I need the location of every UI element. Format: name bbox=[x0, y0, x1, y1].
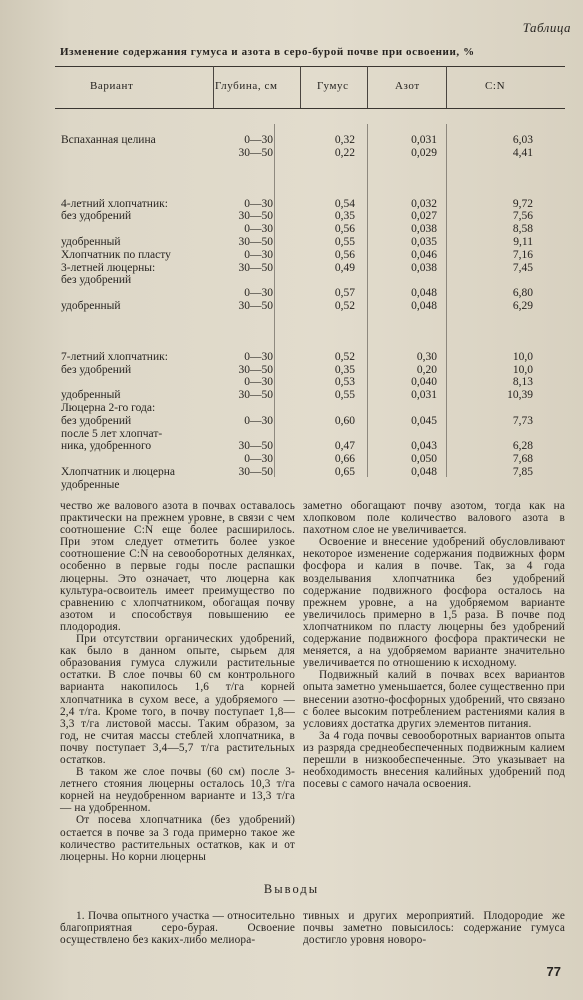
cell-cn: 4,41 bbox=[512, 146, 533, 159]
cell-depth: 0—30 bbox=[244, 248, 273, 261]
paragraph: От посева хлопчатника (без удобрений) остается в почве за 3 года примерно такое же количество растительных остатков, как и от люцерны. Но корни люцерны bbox=[60, 814, 295, 863]
cell-cn: 7,68 bbox=[512, 453, 533, 466]
row-label: удобренный bbox=[61, 236, 121, 248]
table-header-rule bbox=[55, 108, 565, 109]
cell-humus: 0,52 bbox=[334, 350, 355, 363]
cell-humus: 0,32 bbox=[334, 134, 355, 146]
cell-nitrogen: 0,027 bbox=[411, 210, 437, 223]
cell-cn: 8,13 bbox=[512, 376, 533, 389]
cell-nitrogen: 0,048 bbox=[411, 287, 437, 300]
row-label: без удобрений bbox=[61, 274, 132, 287]
paragraph: В таком же слое почвы (60 см) после 3-летнего стояния люцерны осталось 10,3 т/га корней на неудобренном варианте и 13,3 т/га — на удобренном. bbox=[60, 766, 295, 815]
cell-cn: 8,58 bbox=[512, 223, 533, 236]
cell-nitrogen: 0,038 bbox=[411, 223, 437, 236]
row-label: без удобрений bbox=[61, 363, 132, 376]
header-cn: C:N bbox=[485, 80, 506, 92]
cell-cn: 10,0 bbox=[512, 363, 533, 376]
cell-humus: 0,55 bbox=[334, 236, 355, 248]
cell-humus: 0,65 bbox=[334, 466, 355, 478]
cell-cn: 7,73 bbox=[512, 414, 533, 427]
header-depth: Глубина, см bbox=[215, 80, 278, 92]
cell-cn: 7,85 bbox=[512, 466, 533, 478]
column-separator bbox=[274, 124, 275, 477]
row-label: удобренные bbox=[61, 478, 120, 491]
cell-cn: 6,80 bbox=[512, 287, 533, 300]
cell-humus: 0,49 bbox=[334, 261, 355, 274]
paragraph: Подвижный калий в почвах всех вариантов опыта заметно уменьшается, более существенно при внесении азотно-фосфорных удобрений, что связано с более высоким потреблением растениями калия в условиях достатка других элементов питания. bbox=[303, 669, 565, 730]
row-label: Люцерна 2-го года: bbox=[61, 402, 156, 414]
cell-nitrogen: 0,043 bbox=[411, 440, 437, 453]
cell-depth: 30—50 bbox=[238, 363, 273, 376]
cell-humus: 0,66 bbox=[334, 453, 355, 466]
row-label: ника, удобренного bbox=[61, 440, 152, 453]
header-divider bbox=[367, 66, 368, 108]
header-variant: Вариант bbox=[90, 80, 134, 92]
conclusion-paragraph: тивных и других мероприятий. Плодородие же почвы заметно повысилось: содержание гумуса достигло уровня новоро- bbox=[303, 910, 565, 947]
cell-humus: 0,22 bbox=[334, 146, 355, 159]
cell-nitrogen: 0,029 bbox=[411, 146, 437, 159]
cell-nitrogen: 0,038 bbox=[411, 261, 437, 274]
column-separator bbox=[446, 124, 447, 477]
cell-humus: 0,53 bbox=[334, 376, 355, 389]
cell-nitrogen: 0,035 bbox=[411, 236, 437, 248]
cell-humus: 0,54 bbox=[334, 197, 355, 210]
table-label: Таблица bbox=[522, 20, 571, 35]
paragraph: заметно обогащают почву азотом, тогда как на хлопковом поле количество валового азота в пахотном слое не увеличивается. bbox=[303, 500, 565, 537]
cell-humus: 0,52 bbox=[334, 300, 355, 312]
cell-cn: 10,39 bbox=[507, 389, 533, 402]
cell-depth: 0—30 bbox=[244, 453, 273, 466]
cell-cn: 7,45 bbox=[512, 261, 533, 274]
cell-nitrogen: 0,045 bbox=[411, 414, 437, 427]
cell-depth: 30—50 bbox=[238, 236, 273, 248]
header-humus: Гумус bbox=[317, 80, 349, 92]
cell-depth: 0—30 bbox=[244, 414, 273, 427]
cell-cn: 10,0 bbox=[512, 350, 533, 363]
cell-nitrogen: 0,30 bbox=[416, 350, 437, 363]
row-label: без удобрений bbox=[61, 414, 132, 427]
cell-depth: 30—50 bbox=[238, 261, 273, 274]
cell-nitrogen: 0,048 bbox=[411, 466, 437, 478]
cell-depth: 0—30 bbox=[244, 197, 273, 210]
cell-humus: 0,55 bbox=[334, 389, 355, 402]
cell-depth: 30—50 bbox=[238, 389, 273, 402]
right-text-column bbox=[303, 500, 565, 790]
cell-depth: 30—50 bbox=[238, 466, 273, 478]
paragraph: При отсутствии органических удобрений, как было в данном опыте, сырьем для образования гумуса служили растительные остатки. В слое почвы 60 см контрольного варианта накопилось 1,6 т/га корней хлопчатника в сухом весе, а удобряемого — 2,4 т/га. Кроме того, в почву поступает 1,8—3,3 т/га листовой массы. Таким образом, за год, не считая массы стеблей хлопчатника, в почву поступает 3,4—5,7 т/га растительных остатков. bbox=[60, 633, 295, 766]
paragraph: За 4 года почвы севооборотных вариантов опыта из разряда среднеобеспеченных подвижным калием перешли в низкообеспеченные. Это указывает на необходимость внесения калийных удобрений под посевы с самого начала освоения. bbox=[303, 729, 565, 791]
cell-humus: 0,35 bbox=[334, 210, 355, 223]
row-label: Хлопчатник и люцерна bbox=[61, 466, 175, 478]
cell-cn: 7,16 bbox=[512, 248, 533, 261]
cell-humus: 0,35 bbox=[334, 363, 355, 376]
cell-depth: 30—50 bbox=[238, 440, 273, 453]
header-nitrogen: Азот bbox=[395, 80, 420, 92]
column-separator bbox=[367, 124, 368, 477]
cell-nitrogen: 0,20 bbox=[416, 363, 437, 376]
table-top-rule bbox=[55, 66, 565, 67]
cell-depth: 30—50 bbox=[238, 210, 273, 223]
row-label: удобренный bbox=[61, 389, 121, 402]
cell-humus: 0,57 bbox=[334, 287, 355, 300]
cell-depth: 30—50 bbox=[238, 146, 273, 159]
cell-nitrogen: 0,048 bbox=[411, 300, 437, 312]
cell-nitrogen: 0,031 bbox=[411, 134, 437, 146]
cell-humus: 0,56 bbox=[334, 223, 355, 236]
paragraph: чество же валового азота в почвах оставалось практически на прежнем уровне, в связи с чем соотношение C:N еще более расширилось. При этом следует отметить более узкое соотношение C:N на севооборотных делянках, особенно в первые годы после распашки люцерны. Это означает, что люцерна как культура-освоитель имеет преимущество по сравнению с хлопчатником, обогащая почву азотом и способствуя повышению ее плодородия. bbox=[60, 500, 295, 633]
cell-depth: 0—30 bbox=[244, 287, 273, 300]
paragraph: Освоение и внесение удобрений обусловливают некоторое изменение содержания подвижных форм фосфора и калия в почве. Так, за 4 года возделывания хлопчатника без удобрений содержание подвижного фосфора осталось на прежнем уровне, а на удобряемом варианте увеличилось примерно в 1,5 раза. В почве под хлопчатником по пласту люцерны без удобрений содержание подвижного фосфора практически не меняется, а на удобряемом варианте значительно увеличивается по отношению к исходному. bbox=[303, 536, 565, 670]
cell-depth: 0—30 bbox=[244, 376, 273, 389]
row-label: 3-летней люцерны: bbox=[61, 261, 156, 274]
cell-cn: 9,11 bbox=[513, 236, 533, 248]
header-divider bbox=[213, 66, 214, 108]
cell-nitrogen: 0,046 bbox=[411, 248, 437, 261]
cell-depth: 0—30 bbox=[244, 350, 273, 363]
page-number: 77 bbox=[546, 964, 561, 979]
conclusions-right bbox=[303, 910, 565, 946]
section-title: Выводы bbox=[263, 882, 320, 896]
header-divider bbox=[300, 66, 301, 108]
cell-humus: 0,60 bbox=[334, 414, 355, 427]
row-label: 4-летний хлопчатник: bbox=[61, 197, 168, 210]
row-label: удобренный bbox=[61, 300, 121, 312]
cell-cn: 7,56 bbox=[512, 210, 533, 223]
cell-humus: 0,47 bbox=[334, 440, 355, 453]
conclusion-paragraph: 1. Почва опытного участка — относительно благоприятная серо-бурая. Освоение осуществлено без каких-либо мелиора- bbox=[60, 910, 295, 947]
left-text-column bbox=[60, 500, 295, 863]
row-label: 7-летний хлопчатник: bbox=[61, 350, 168, 363]
cell-nitrogen: 0,050 bbox=[411, 453, 437, 466]
cell-cn: 9,72 bbox=[512, 197, 533, 210]
header-divider bbox=[446, 66, 447, 108]
cell-depth: 30—50 bbox=[238, 300, 273, 312]
conclusions-left bbox=[60, 910, 295, 946]
row-label: Вспаханная целина bbox=[61, 134, 156, 146]
table-title: Изменение содержания гумуса и азота в серо-бурой почве при освоении, % bbox=[60, 46, 475, 58]
row-label: после 5 лет хлопчат- bbox=[61, 427, 163, 440]
cell-cn: 6,03 bbox=[512, 134, 533, 146]
cell-depth: 0—30 bbox=[244, 223, 273, 236]
cell-nitrogen: 0,031 bbox=[411, 389, 437, 402]
cell-humus: 0,56 bbox=[334, 248, 355, 261]
cell-nitrogen: 0,032 bbox=[411, 197, 437, 210]
cell-depth: 0—30 bbox=[244, 134, 273, 146]
cell-nitrogen: 0,040 bbox=[411, 376, 437, 389]
row-label: Хлопчатник по пласту bbox=[61, 248, 171, 261]
row-label: без удобрений bbox=[61, 210, 132, 223]
cell-cn: 6,29 bbox=[512, 300, 533, 312]
cell-cn: 6,28 bbox=[512, 440, 533, 453]
